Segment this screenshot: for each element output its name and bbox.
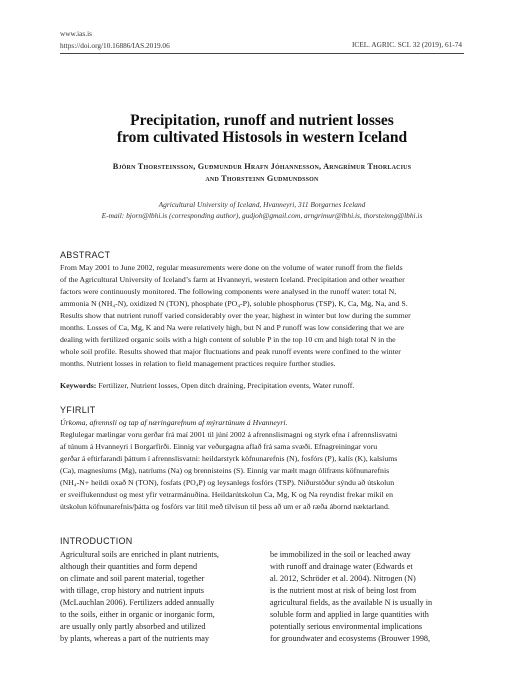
affiliation: Agricultural University of Iceland, Hvanneyri, 311 Borgarnes Iceland <box>158 200 366 209</box>
abstract-line: From May 2001 to June 2002, regular measurements were done on the volume of water runoff from the fields <box>60 263 403 272</box>
keywords-label: Keywords: <box>60 381 97 390</box>
yfirlit-line: er sveiflukenndust og mest yfir vetrarmánuðina. Heildarútskolun Ca, Mg, K og Na reyndist frekar mikil en <box>60 490 394 499</box>
yfirlit-line: útskolun köfnunarefnis/þátta og fosfórs var lítil með tilvísun til þess að um er að ræða ábornd næktarland. <box>60 502 390 511</box>
authors-line-2: and Thorsteinn Gudmundsson <box>205 174 319 183</box>
yfirlit-line: (NH₄-N+ heildi oxað N (TON), fosfats (PO₄P) og leysanlegs fosfórs (TSP). Niðurstöður sýndu að útskolun <box>60 478 395 487</box>
abstract-line: months. Nutrient losses in relation to field management practices require further studies. <box>60 359 336 368</box>
abstract-line: months. Losses of Ca, Mg, K and Na were relatively high, but N and P runoff was low considering that we are <box>60 323 405 332</box>
intro-line: agricultural fields, as the available N is usually in <box>270 598 433 607</box>
intro-line: on climate and soil parent material, together <box>60 574 205 583</box>
intro-line: for groundwater and ecosystems (Brouwer 1998, <box>270 634 431 643</box>
intro-line: Agricultural soils are enriched in plant nutrients, <box>60 550 219 559</box>
yfirlit-line: af túnum á Hvanneyri í Borgarfirði. Einnig var veðurgagna aflað frá sama svæði. Efnagreiningar voru <box>60 442 378 451</box>
title-line-2: from cultivated Histosols in western Iceland <box>116 129 408 146</box>
author-emails: E-mail: bjorn@lbhi.is (corresponding author), gudjoh@gmail.com, arngrimur@lbhi.is, thorsteinng@lbhi.is <box>101 211 423 220</box>
intro-line: be immobilized in the soil or leached away <box>270 550 411 559</box>
abstract-heading: ABSTRACT <box>60 250 111 260</box>
abstract-body <box>60 262 464 370</box>
abstract-line: ammonia N (NH₄-N), oxidized N (TON), phosphate (PO₄-P), soluble phosphorus (TSP), K, Ca, Mg, Na, and S. <box>60 299 408 308</box>
doi-link[interactable]: https://doi.org/10.16886/IAS.2019.06 <box>60 41 170 50</box>
yfirlit-body <box>60 417 464 513</box>
affiliation-block <box>60 199 464 221</box>
authors-line-1: Björn Thorsteinsson, Guðmundur Hrafn Jóhannesson, Arngrímur Thorlacius <box>112 162 412 171</box>
yfirlit-line: Reglulegar mælingar voru gerðar frá maí 2001 til júní 2002 á afrennslismagni og styrk efna í afrennslisvatni <box>60 430 398 439</box>
yfirlit-line: gerðar á eftirfarandi þáttum í afrennslisvatni: heildarstyrk köfnunarefnis (N), fosfórs (P), kalís (K), kalsíums <box>60 454 398 463</box>
intro-line: with tillage, crop history and nutrient inputs <box>60 586 204 595</box>
intro-left-column <box>60 549 256 645</box>
yfirlit-line: (Ca), magnesíums (Mg), natríums (Na) og brennisteins (S). Einnig var mælt magn ólífræns köfnunarefnis <box>60 466 390 475</box>
intro-line: with runoff and drainage water (Edwards et <box>270 562 413 571</box>
abstract-line: of the Agricultural University of Iceland’s farm at Hvanneyri, western Iceland. Precipitation and other weather <box>60 275 405 284</box>
paper-title <box>60 112 464 146</box>
intro-line: (McLauchlan 2006). Fertilizers added annually <box>60 598 215 607</box>
intro-line: is the nutrient most at risk of being lost from <box>270 586 417 595</box>
abstract-line: Results show that nutrient runoff varied considerably over the year, highest in winter but low during the summer <box>60 311 411 320</box>
introduction-heading: INTRODUCTION <box>60 536 133 546</box>
yfirlit-heading: YFIRLIT <box>60 405 96 415</box>
title-line-1: Precipitation, runoff and nutrient losses <box>130 112 394 129</box>
intro-line: are usually only partly absorbed and utilized <box>60 622 206 631</box>
abstract-line: factors were continuously monitored. The following components were analysed in the runoff water: total N, <box>60 287 397 296</box>
keywords-list: Fertilizer, Nutrient losses, Open ditch draining, Precipitation events, Water runoff. <box>98 381 355 390</box>
journal-website[interactable]: www.ias.is <box>60 29 92 38</box>
abstract-line: dealing with fertilized organic soils with a high content of soluble P in the top 10 cm and high total N in the <box>60 335 396 344</box>
journal-citation: ICEL. AGRIC. SCI. 32 (2019), 61-74 <box>351 40 462 49</box>
yfirlit-subtitle: Úrkoma, afrennsli og tap af næringarefnum af mýrartúnum á Hvanneyri. <box>60 418 288 427</box>
abstract-line: whole soil profile. Results showed that major fluctuations and peak runoff events were confined to the winter <box>60 347 401 356</box>
intro-line: although their quantities and form depend <box>60 562 198 571</box>
intro-line: by plants, whereas a part of the nutrients may <box>60 634 209 643</box>
intro-line: al. 2012, Schröder et al. 2004). Nitrogen (N) <box>270 574 416 583</box>
intro-line: soluble form and applied in large quantities with <box>270 610 429 619</box>
header-rule <box>60 53 464 54</box>
intro-line: to the soils, either in organic or inorganic form, <box>60 610 215 619</box>
intro-right-column <box>270 549 464 645</box>
keywords <box>60 381 464 390</box>
author-list <box>60 161 464 185</box>
intro-line: potentially serious environmental implications <box>270 622 423 631</box>
